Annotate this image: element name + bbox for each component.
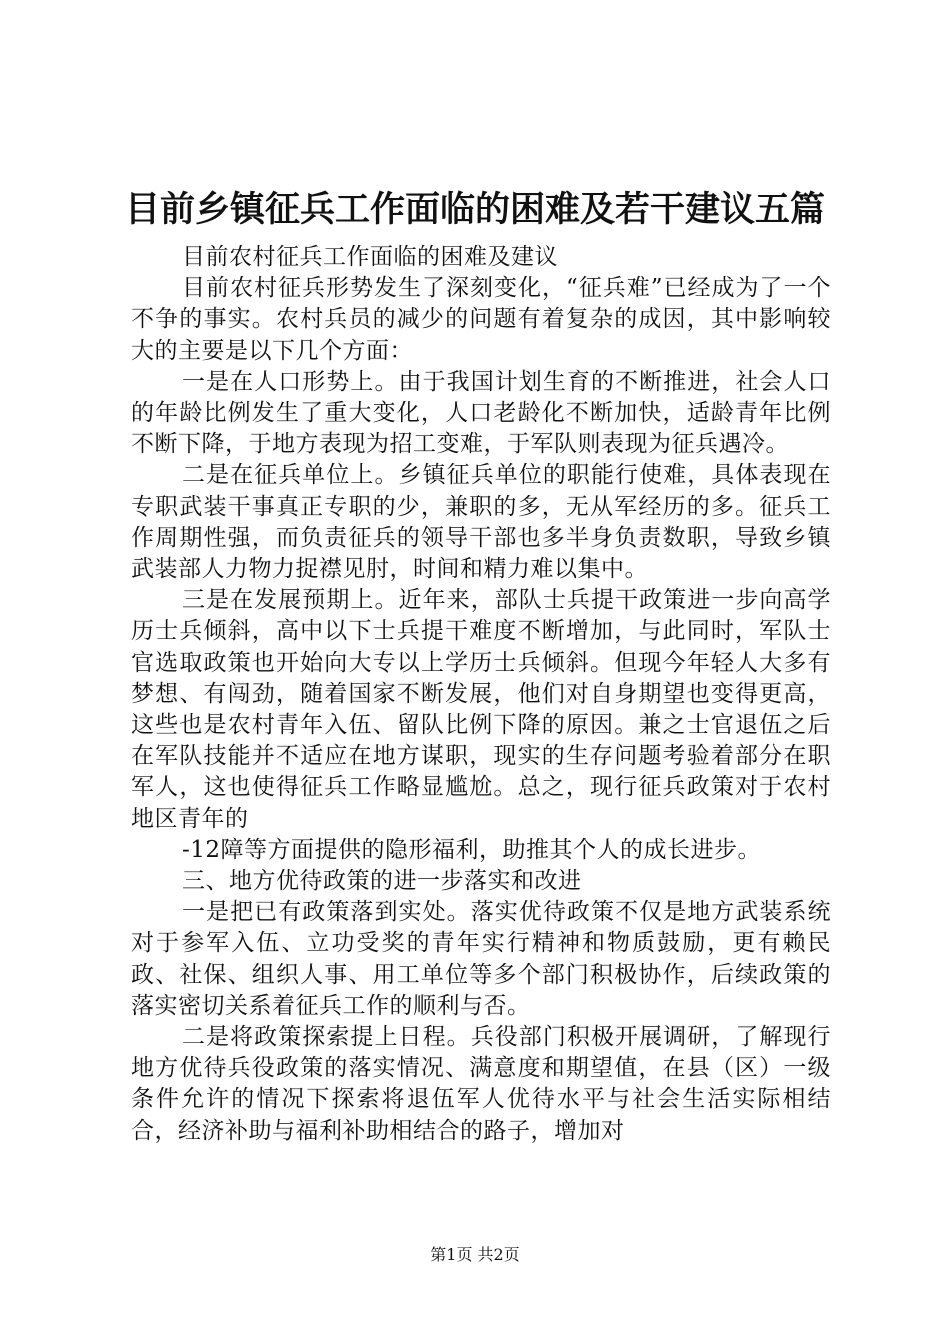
paragraph-heading: 目前农村征兵工作面临的困难及建议 (182, 244, 558, 270)
section-heading: 三、地方优待政策的进一步落实和改进 (182, 868, 582, 895)
paragraph: 一是把已有政策落到实处。落实优待政策不仅是地方武装系统对于参军入伍、立功受奖的青年实行精神和物质鼓励，更有赖民政、社保、组织人事、用工单位等多个部门积极协作，后续政策的落实密切关系着征兵工作的顺利与否。 (131, 899, 831, 1019)
paragraph: 目前农村征兵形势发生了深刻变化，“征兵难”已经成为了一个不争的事实。农村兵员的减少的问题有着复杂的成因，其中影响较大的主要是以下几个方面： (131, 275, 831, 364)
paragraph: 三是在发展预期上。近年来，部队士兵提干政策进一步向高学历士兵倾斜，高中以下士兵提干难度不断增加，与此同时，军队士官选取政策也开始向大专以上学历士兵倾斜。但现今年轻人大多有梦想、有闯劲，随着国家不断发展，他们对自身期望也变得更高，这些也是农村青年入伍、留队比例下降的原因。兼之士官退伍之后在军队技能并不适应在地方谋职，现实的生存问题考验着部分在职军人，这也使得征兵工作略显尴尬。总之，现行征兵政策对于农村地区青年的 (131, 587, 831, 832)
document-title: 目前乡镇征兵工作面临的困难及若干建议五篇 (124, 189, 825, 230)
paragraph: 二是将政策探索提上日程。兵役部门积极开展调研，了解现行地方优待兵役政策的落实情况、满意度和期望值，在县（区）一级条件允许的情况下探索将退伍军人优待水平与社会生活实际相结合，经济补助与福利补助相结合的路子，增加对 (131, 1024, 831, 1144)
paragraph: -12障等方面提供的隐形福利，助推其个人的成长进步。 (182, 836, 762, 863)
paragraph: 一是在人口形势上。由于我国计划生育的不断推进，社会人口的年龄比例发生了重大变化，人口老龄化不断加快，适龄青年比例不断下降，于地方表现为招工变难，于军队则表现为征兵遇冷。 (131, 368, 831, 458)
paragraph: 二是在征兵单位上。乡镇征兵单位的职能行使难，具体表现在专职武装干事真正专职的少，兼职的多，无从军经历的多。征兵工作周期性强，而负责征兵的领导干部也多半身负责数职，导致乡镇武装部人力物力捉襟见肘，时间和精力难以集中。 (131, 462, 831, 583)
document-body (131, 242, 831, 1147)
page-footer (0, 1244, 950, 1266)
page-number-label: 第1页 共2页 (430, 1245, 520, 1264)
